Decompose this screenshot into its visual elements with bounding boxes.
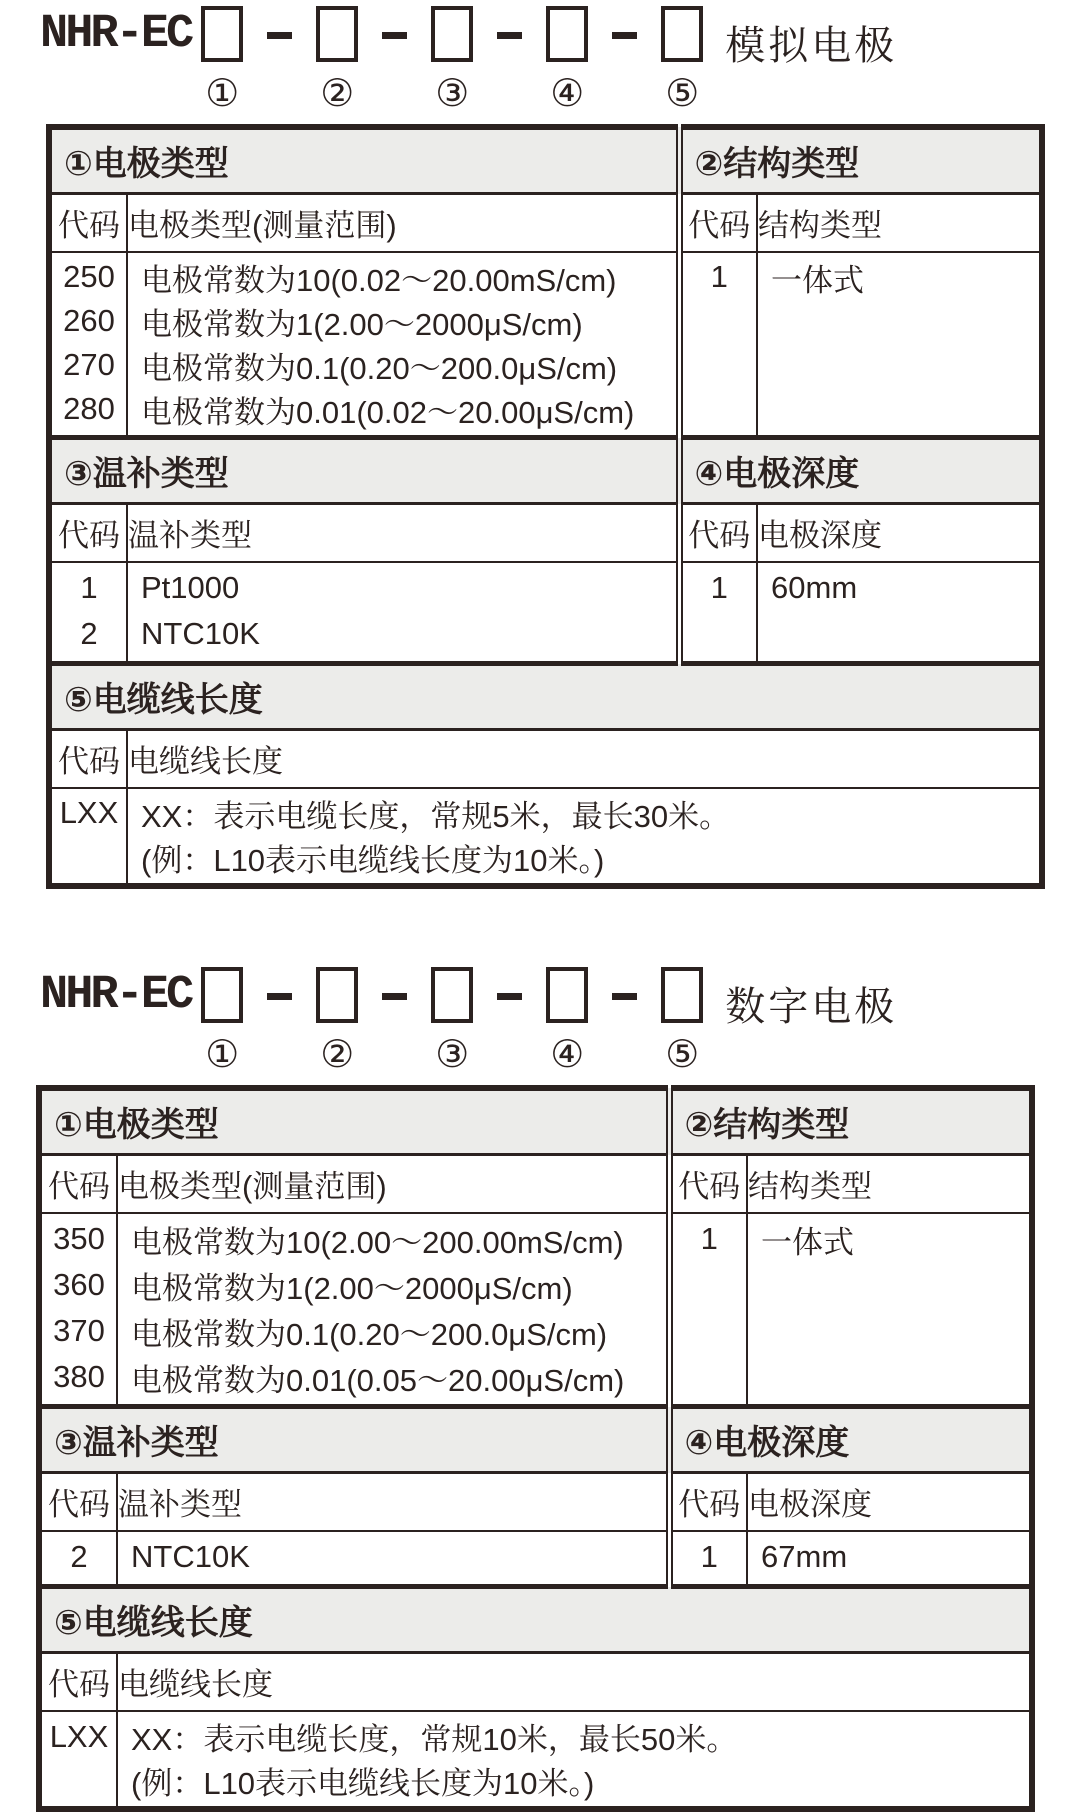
electrode-desc: 电极常数为10(2.00～200.00mS/cm) bbox=[131, 1224, 624, 1260]
depth-desc: 60mm bbox=[771, 570, 858, 605]
digital-electrode-section bbox=[0, 967, 1080, 1812]
electrode-desc: 电极常数为1(2.00～2000μS/cm) bbox=[131, 1270, 573, 1306]
model-digit-slot bbox=[431, 967, 473, 1076]
structure-desc: 一体式 bbox=[771, 262, 865, 298]
col-header-depth: 电极深度 bbox=[747, 1473, 1032, 1532]
electrode-desc-cell bbox=[117, 1213, 669, 1407]
section-header-electrode-type: ①电极类型 bbox=[49, 127, 679, 194]
cable-desc-line1: XX：表示电缆长度，常规10米，最长50米。 bbox=[131, 1721, 738, 1757]
cable-code: LXX bbox=[49, 1719, 109, 1754]
position-number: ① bbox=[205, 1032, 240, 1076]
section-header-structure-type: ②结构类型 bbox=[679, 127, 1042, 194]
dash-separator bbox=[267, 32, 292, 39]
position-number: ③ bbox=[435, 1032, 470, 1076]
model-prefix: NHR-EC bbox=[40, 8, 192, 61]
electrode-desc: 电极常数为10(0.02～20.00mS/cm) bbox=[141, 262, 617, 298]
section-header-depth: ④电极深度 bbox=[669, 1407, 1032, 1473]
col-header-temp-type: 温补类型 bbox=[127, 504, 679, 563]
temp-desc-cell bbox=[117, 1531, 669, 1587]
dash-separator bbox=[267, 993, 292, 1000]
electrode-code: 350 bbox=[53, 1221, 105, 1256]
temp-code: 2 bbox=[80, 616, 98, 651]
electrode-desc-cell bbox=[127, 252, 679, 438]
col-header-code: 代码 bbox=[49, 504, 127, 563]
cable-code: LXX bbox=[59, 795, 119, 830]
model-digit-box bbox=[201, 967, 243, 1023]
col-header-cable-length: 电缆线长度 bbox=[127, 730, 1042, 789]
dash-separator bbox=[612, 32, 637, 39]
cable-code-cell bbox=[49, 788, 127, 886]
temp-code: 2 bbox=[70, 1539, 88, 1574]
col-header-cable-length: 电缆线长度 bbox=[117, 1653, 1032, 1712]
temp-desc: NTC10K bbox=[141, 616, 260, 651]
col-header-code: 代码 bbox=[39, 1653, 117, 1712]
col-header-structure-type: 结构类型 bbox=[747, 1155, 1032, 1214]
model-digit-box bbox=[431, 6, 473, 62]
model-digit-box bbox=[316, 6, 358, 62]
ordering-table-analog bbox=[46, 124, 1045, 889]
position-number: ② bbox=[320, 1032, 355, 1076]
col-header-electrode-type: 电极类型(测量范围) bbox=[127, 194, 679, 253]
position-number: ① bbox=[205, 71, 240, 115]
electrode-desc: 电极常数为0.1(0.20～200.0μS/cm) bbox=[141, 350, 618, 386]
col-header-temp-type: 温补类型 bbox=[117, 1473, 669, 1532]
depth-desc-cell bbox=[757, 562, 1042, 664]
model-digit-box bbox=[316, 967, 358, 1023]
col-header-code: 代码 bbox=[39, 1473, 117, 1532]
model-digit-box bbox=[201, 6, 243, 62]
position-number: ③ bbox=[435, 71, 470, 115]
section-header-temp-comp: ③温补类型 bbox=[49, 438, 679, 504]
model-digit-box bbox=[431, 967, 473, 1023]
depth-desc: 67mm bbox=[761, 1539, 848, 1574]
depth-code-cell bbox=[679, 562, 757, 664]
depth-code: 1 bbox=[710, 570, 728, 605]
position-number: ⑤ bbox=[665, 1032, 700, 1076]
col-header-code: 代码 bbox=[679, 194, 757, 253]
col-header-code: 代码 bbox=[679, 504, 757, 563]
col-header-code: 代码 bbox=[49, 194, 127, 253]
analog-electrode-section bbox=[0, 0, 1080, 889]
model-digit-slot bbox=[201, 6, 243, 115]
electrode-code-cell bbox=[49, 252, 127, 438]
col-header-code: 代码 bbox=[669, 1473, 747, 1532]
model-digit-box bbox=[546, 967, 588, 1023]
model-digit-slot bbox=[316, 967, 358, 1076]
model-digit-slot bbox=[316, 6, 358, 115]
depth-desc-cell bbox=[747, 1531, 1032, 1587]
dash-separator bbox=[382, 993, 407, 1000]
structure-desc-cell bbox=[757, 252, 1042, 438]
col-header-depth: 电极深度 bbox=[757, 504, 1042, 563]
position-number: ④ bbox=[550, 1032, 585, 1076]
col-header-electrode-type: 电极类型(测量范围) bbox=[117, 1155, 669, 1214]
temp-code-cell bbox=[49, 562, 127, 664]
model-digit-slot bbox=[661, 967, 703, 1076]
cable-code-cell bbox=[39, 1711, 117, 1809]
position-number: ② bbox=[320, 71, 355, 115]
dash-separator bbox=[382, 32, 407, 39]
model-digit-slot bbox=[546, 6, 588, 115]
dash-separator bbox=[497, 993, 522, 1000]
model-code-line bbox=[40, 0, 1080, 115]
electrode-code: 250 bbox=[63, 259, 115, 294]
electrode-code: 280 bbox=[63, 391, 115, 426]
section-header-cable-length: ⑤电缆线长度 bbox=[39, 1587, 1032, 1653]
temp-desc: NTC10K bbox=[131, 1539, 250, 1574]
electrode-code: 370 bbox=[53, 1313, 105, 1348]
electrode-desc: 电极常数为0.01(0.05～20.00μS/cm) bbox=[131, 1362, 625, 1398]
model-digit-slot bbox=[661, 6, 703, 115]
model-suffix-label: 数字电极 bbox=[725, 985, 898, 1029]
section-header-temp-comp: ③温补类型 bbox=[39, 1407, 669, 1473]
structure-code-cell bbox=[679, 252, 757, 438]
cable-desc-line1: XX：表示电缆长度，常规5米，最长30米。 bbox=[141, 798, 731, 834]
col-header-code: 代码 bbox=[39, 1155, 117, 1214]
temp-desc-cell bbox=[127, 562, 679, 664]
temp-code: 1 bbox=[80, 570, 98, 605]
model-prefix: NHR-EC bbox=[40, 969, 192, 1022]
section-header-cable-length: ⑤电缆线长度 bbox=[49, 664, 1042, 730]
structure-code: 1 bbox=[710, 259, 728, 294]
col-header-code: 代码 bbox=[49, 730, 127, 789]
col-header-structure-type: 结构类型 bbox=[757, 194, 1042, 253]
model-digit-box bbox=[661, 6, 703, 62]
electrode-code: 380 bbox=[53, 1359, 105, 1394]
dash-separator bbox=[612, 993, 637, 1000]
electrode-code: 260 bbox=[63, 303, 115, 338]
ordering-table-digital bbox=[36, 1085, 1035, 1812]
structure-code-cell bbox=[669, 1213, 747, 1407]
dash-separator bbox=[497, 32, 522, 39]
model-digit-slot bbox=[201, 967, 243, 1076]
depth-code-cell bbox=[669, 1531, 747, 1587]
depth-code: 1 bbox=[700, 1539, 718, 1574]
temp-code-cell bbox=[39, 1531, 117, 1587]
model-suffix-label: 模拟电极 bbox=[725, 24, 898, 68]
electrode-desc: 电极常数为0.1(0.20～200.0μS/cm) bbox=[131, 1316, 608, 1352]
model-digit-box bbox=[546, 6, 588, 62]
cable-desc-cell bbox=[127, 788, 1042, 886]
electrode-code: 270 bbox=[63, 347, 115, 382]
model-code-line bbox=[40, 967, 1080, 1076]
cable-desc-cell bbox=[117, 1711, 1032, 1809]
electrode-desc: 电极常数为1(2.00～2000μS/cm) bbox=[141, 306, 583, 342]
section-header-electrode-type: ①电极类型 bbox=[39, 1088, 669, 1155]
cable-desc-line2: (例：L10表示电缆线长度为10米。) bbox=[141, 842, 605, 878]
section-header-depth: ④电极深度 bbox=[679, 438, 1042, 504]
temp-desc: Pt1000 bbox=[141, 570, 240, 605]
col-header-code: 代码 bbox=[669, 1155, 747, 1214]
electrode-code: 360 bbox=[53, 1267, 105, 1302]
electrode-code-cell bbox=[39, 1213, 117, 1407]
structure-desc-cell bbox=[747, 1213, 1032, 1407]
cable-desc-line2: (例：L10表示电缆线长度为10米。) bbox=[131, 1765, 595, 1801]
model-digit-slot bbox=[546, 967, 588, 1076]
structure-code: 1 bbox=[700, 1221, 718, 1256]
position-number: ⑤ bbox=[665, 71, 700, 115]
model-digit-box bbox=[661, 967, 703, 1023]
structure-desc: 一体式 bbox=[761, 1224, 855, 1260]
position-number: ④ bbox=[550, 71, 585, 115]
section-header-structure-type: ②结构类型 bbox=[669, 1088, 1032, 1155]
electrode-desc: 电极常数为0.01(0.02～20.00μS/cm) bbox=[141, 394, 635, 430]
model-digit-slot bbox=[431, 6, 473, 115]
